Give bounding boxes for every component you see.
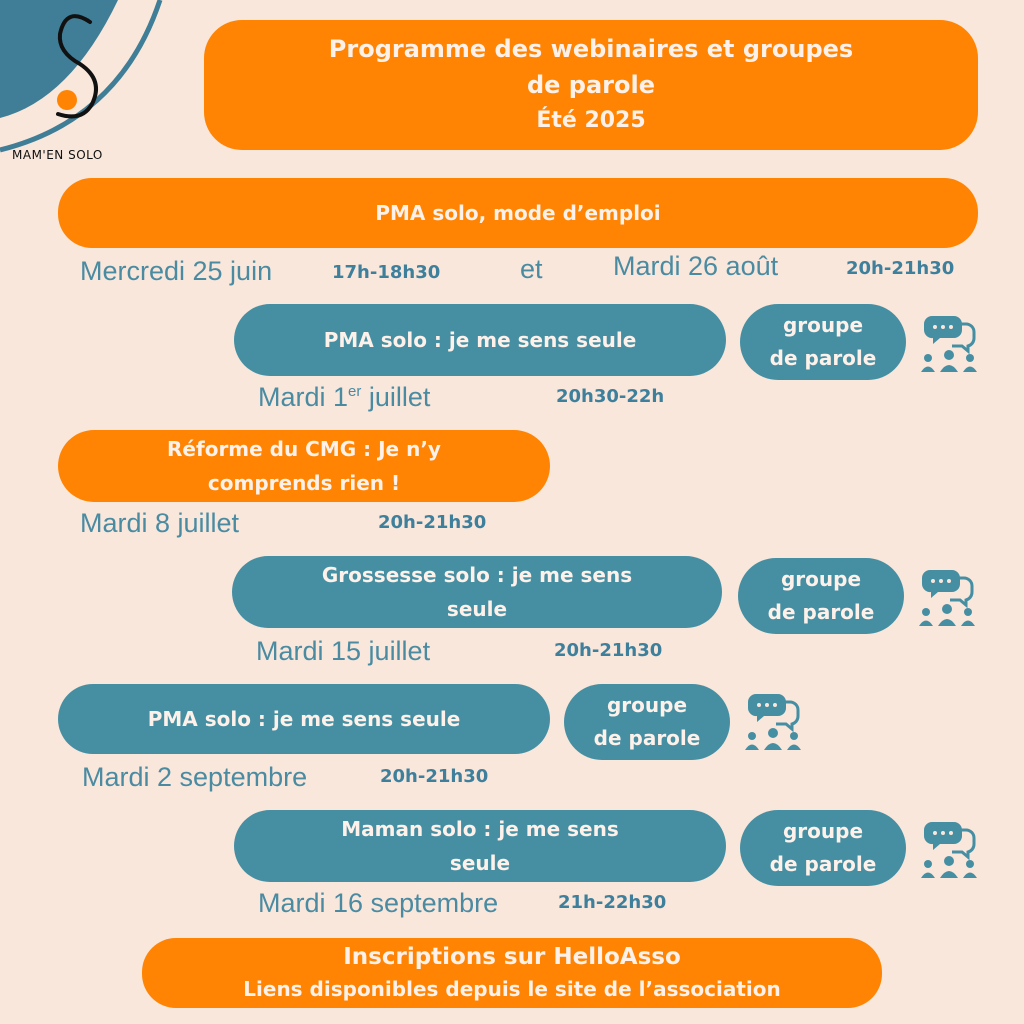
event-date: Mardi 15 juillet <box>256 636 431 666</box>
event-time: 21h-22h30 <box>558 892 667 913</box>
group-tag-line1: groupe <box>780 567 862 591</box>
group-tag-line2: de parole <box>593 726 701 750</box>
event-time: 20h-21h30 <box>380 766 489 787</box>
event-date: Mardi 2 septembre <box>82 762 308 792</box>
logo-text: MAM'EN SOLO <box>12 148 103 162</box>
title-line1: Grossesse solo : je me sens <box>321 563 633 587</box>
header-line3: Été 2025 <box>536 108 646 133</box>
group-tag-line1: groupe <box>782 313 864 337</box>
event-time: 20h-21h30 <box>846 258 955 279</box>
event-time: 20h-21h30 <box>554 640 663 661</box>
header-line1: Programme des webinaires et groupes <box>328 35 854 63</box>
title-line1: Maman solo : je me sens <box>341 817 619 841</box>
date-suffix: juillet <box>361 382 431 412</box>
group-tag-line1: groupe <box>606 693 688 717</box>
event-date <box>258 382 430 413</box>
group-tag-line1: groupe <box>782 819 864 843</box>
title-line2: seule <box>446 597 508 621</box>
event-date: Mardi 16 septembre <box>258 888 499 918</box>
event-date: Mardi 26 août <box>613 251 779 281</box>
event-time: 20h30-22h <box>556 386 665 407</box>
group-tag <box>564 684 730 760</box>
event-time: 20h-21h30 <box>378 512 487 533</box>
date-prefix: Mardi 1 <box>258 382 349 412</box>
group-tag-line2: de parole <box>769 346 877 370</box>
event-title <box>232 556 722 628</box>
event-time: 17h-18h30 <box>332 262 441 283</box>
title-line1: Réforme du CMG : Je n’y <box>167 437 441 461</box>
chat-group-icon <box>918 818 980 880</box>
event-title-pma-mode-emploi: PMA solo, mode d’emploi <box>58 178 978 248</box>
event-title: PMA solo : je me sens seule <box>234 304 726 376</box>
group-tag-line2: de parole <box>767 600 875 624</box>
program-header <box>204 20 978 150</box>
header-line2: de parole <box>526 71 655 99</box>
event-title <box>234 810 726 882</box>
event-date: Mercredi 25 juin <box>80 256 273 286</box>
event-connector: et <box>520 254 543 284</box>
group-tag <box>740 304 906 380</box>
chat-group-icon <box>916 566 978 628</box>
footer-line1: Inscriptions sur HelloAsso <box>343 944 681 970</box>
title-line2: seule <box>449 851 511 875</box>
logo-mark-icon <box>0 0 170 170</box>
group-tag-line2: de parole <box>769 852 877 876</box>
group-tag <box>740 810 906 886</box>
footer-line2: Liens disponibles depuis le site de l’association <box>243 977 781 1001</box>
group-tag <box>738 558 904 634</box>
event-title <box>58 430 550 502</box>
registration-banner <box>142 938 882 1008</box>
event-date: Mardi 8 juillet <box>80 508 240 538</box>
title-line2: comprends rien ! <box>207 471 401 495</box>
chat-group-icon <box>918 312 980 374</box>
event-title: PMA solo : je me sens seule <box>58 684 550 754</box>
chat-group-icon <box>742 690 804 752</box>
date-sup: er <box>348 383 362 400</box>
